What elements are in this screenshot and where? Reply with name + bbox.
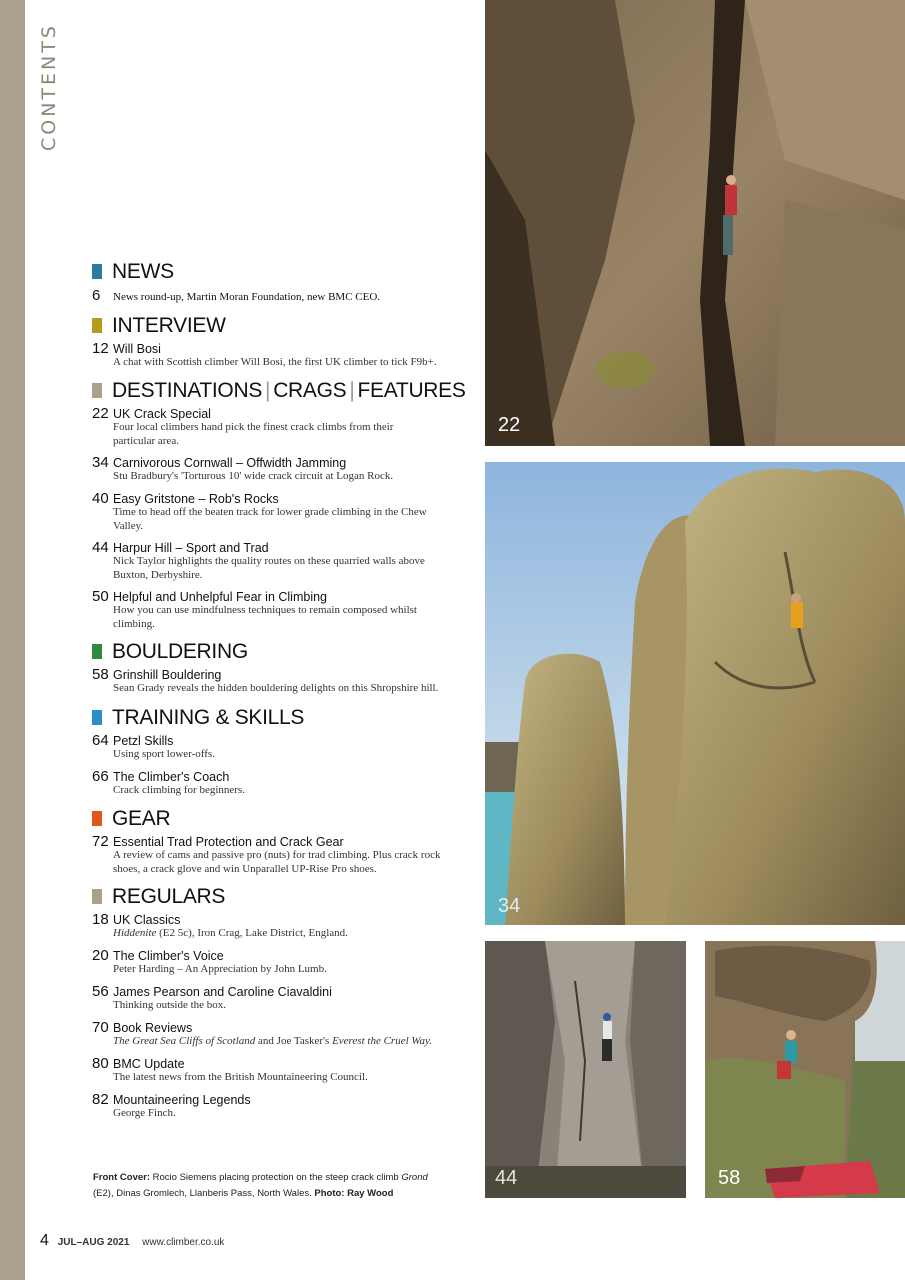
rock-face-image xyxy=(485,0,905,446)
entry-headline: Book Reviews xyxy=(113,1021,193,1035)
page-number: 34 xyxy=(92,454,109,471)
entry-headline: Carnivorous Cornwall – Offwidth Jamming xyxy=(113,456,347,470)
photo-granite-pinnacles[interactable] xyxy=(485,462,905,925)
contents-label: CONTENTS xyxy=(38,23,60,151)
photo-page-number: 22 xyxy=(498,414,521,436)
entry-description: A review of cams and passive pro (nuts) for trad climbing. Plus crack rock shoes, a crack glove and win Unparallel UP-Rise Pro shoes. xyxy=(113,849,441,875)
section-marker xyxy=(92,318,102,333)
folio-number: 4 xyxy=(40,1232,49,1249)
section-marker xyxy=(92,811,102,826)
entry-description: How you can use mindfulness techniques to remain composed whilst climbing. xyxy=(113,604,417,630)
entry-headline: Petzl Skills xyxy=(113,734,174,748)
photo-page-number: 34 xyxy=(498,895,521,917)
entry-headline: Helpful and Unhelpful Fear in Climbing xyxy=(113,590,328,604)
page-number: 40 xyxy=(92,490,109,507)
page-number: 22 xyxy=(92,405,109,422)
page-number: 72 xyxy=(92,833,109,850)
entry-description: The latest news from the British Mountaineering Council. xyxy=(113,1071,368,1083)
photo-crack-climb[interactable] xyxy=(485,0,905,446)
page-number: 44 xyxy=(92,539,109,556)
entry-description: News round-up, Martin Moran Foundation, new BMC CEO. xyxy=(113,291,381,303)
page-number: 80 xyxy=(92,1055,109,1072)
section-title: TRAINING & SKILLS xyxy=(112,706,305,729)
page-number: 82 xyxy=(92,1091,109,1108)
entry-description: Four local climbers hand pick the finest crack climbs from their particular area. xyxy=(113,421,394,447)
entry-headline: BMC Update xyxy=(113,1057,185,1071)
granite-sea-cliff-image xyxy=(485,462,905,925)
entry-headline: Grinshill Bouldering xyxy=(113,668,222,682)
entry-headline: The Climber's Coach xyxy=(113,770,230,784)
section-title: DESTINATIONS | CRAGS | FEATURES xyxy=(112,379,466,402)
page-number: 70 xyxy=(92,1019,109,1036)
page-number: 6 xyxy=(92,287,101,304)
entry-description: George Finch. xyxy=(113,1107,176,1119)
section-marker xyxy=(92,383,102,398)
entry-headline: Will Bosi xyxy=(113,342,161,356)
section-title: REGULARS xyxy=(112,885,226,908)
photo-quarried-wall[interactable] xyxy=(485,941,686,1198)
section-marker xyxy=(92,644,102,659)
photo-page-number: 44 xyxy=(495,1167,518,1189)
entry-headline: Harpur Hill – Sport and Trad xyxy=(113,541,269,555)
photo-page-number: 58 xyxy=(718,1167,741,1189)
page-number: 58 xyxy=(92,666,109,683)
section-marker xyxy=(92,710,102,725)
page-number: 66 xyxy=(92,768,109,785)
entry-description: The Great Sea Cliffs of Scotland and Joe Tasker's Everest the Cruel Way. xyxy=(113,1035,433,1047)
page-number: 12 xyxy=(92,340,109,357)
entry-headline: The Climber's Voice xyxy=(113,949,224,963)
entry-headline: UK Classics xyxy=(113,913,181,927)
entry-description: Peter Harding – An Appreciation by John Lumb. xyxy=(113,963,327,975)
page-number: 56 xyxy=(92,983,109,1000)
entry-description: Thinking outside the box. xyxy=(113,999,227,1011)
boulder-image xyxy=(705,941,905,1198)
entry-headline: Easy Gritstone – Rob's Rocks xyxy=(113,492,279,506)
section-marker xyxy=(92,264,102,279)
page-number: 20 xyxy=(92,947,109,964)
photo-bouldering[interactable] xyxy=(705,941,905,1198)
entry-description: Stu Bradbury's 'Torturous 10' wide crack circuit at Logan Rock. xyxy=(113,470,394,482)
entry-description: Hiddenite (E2 5c), Iron Crag, Lake District, England. xyxy=(113,927,348,939)
section-title: GEAR xyxy=(112,807,171,830)
section-title: BOULDERING xyxy=(112,640,248,663)
entry-headline: James Pearson and Caroline Ciavaldini xyxy=(113,985,332,999)
page-number: 50 xyxy=(92,588,109,605)
entry-headline: Essential Trad Protection and Crack Gear xyxy=(113,835,344,849)
page-footer xyxy=(40,1232,224,1250)
section-title: NEWS xyxy=(112,260,174,283)
entry-description: Nick Taylor highlights the quality routes on these quarried walls above Buxton, Derbyshire. xyxy=(113,555,425,581)
page-number: 64 xyxy=(92,732,109,749)
section-title: INTERVIEW xyxy=(112,314,226,337)
section-marker xyxy=(92,889,102,904)
website-link[interactable]: www.climber.co.uk xyxy=(142,1237,225,1248)
entry-description: Time to head off the beaten track for lower grade climbing in the Chew Valley. xyxy=(113,506,427,532)
entry-description: A chat with Scottish climber Will Bosi, the first UK climber to tick F9b+. xyxy=(113,356,437,368)
quarry-wall-image xyxy=(485,941,686,1198)
entry-headline: UK Crack Special xyxy=(113,407,211,421)
entry-description: Using sport lower-offs. xyxy=(113,748,215,760)
entry-description: Sean Grady reveals the hidden bouldering delights on this Shropshire hill. xyxy=(113,682,439,694)
page-number: 18 xyxy=(92,911,109,928)
entry-description: Crack climbing for beginners. xyxy=(113,784,245,796)
entry-headline: Mountaineering Legends xyxy=(113,1093,251,1107)
front-cover-caption: Front Cover: Rocio Siemens placing protection on the steep crack climb Grond (E2), Dinas Gromlech, Llanberis Pass, North Wales. Photo: Ray Wood xyxy=(93,1172,428,1199)
sidebar-strip xyxy=(0,0,25,1280)
issue-date: JUL–AUG 2021 xyxy=(57,1237,130,1248)
